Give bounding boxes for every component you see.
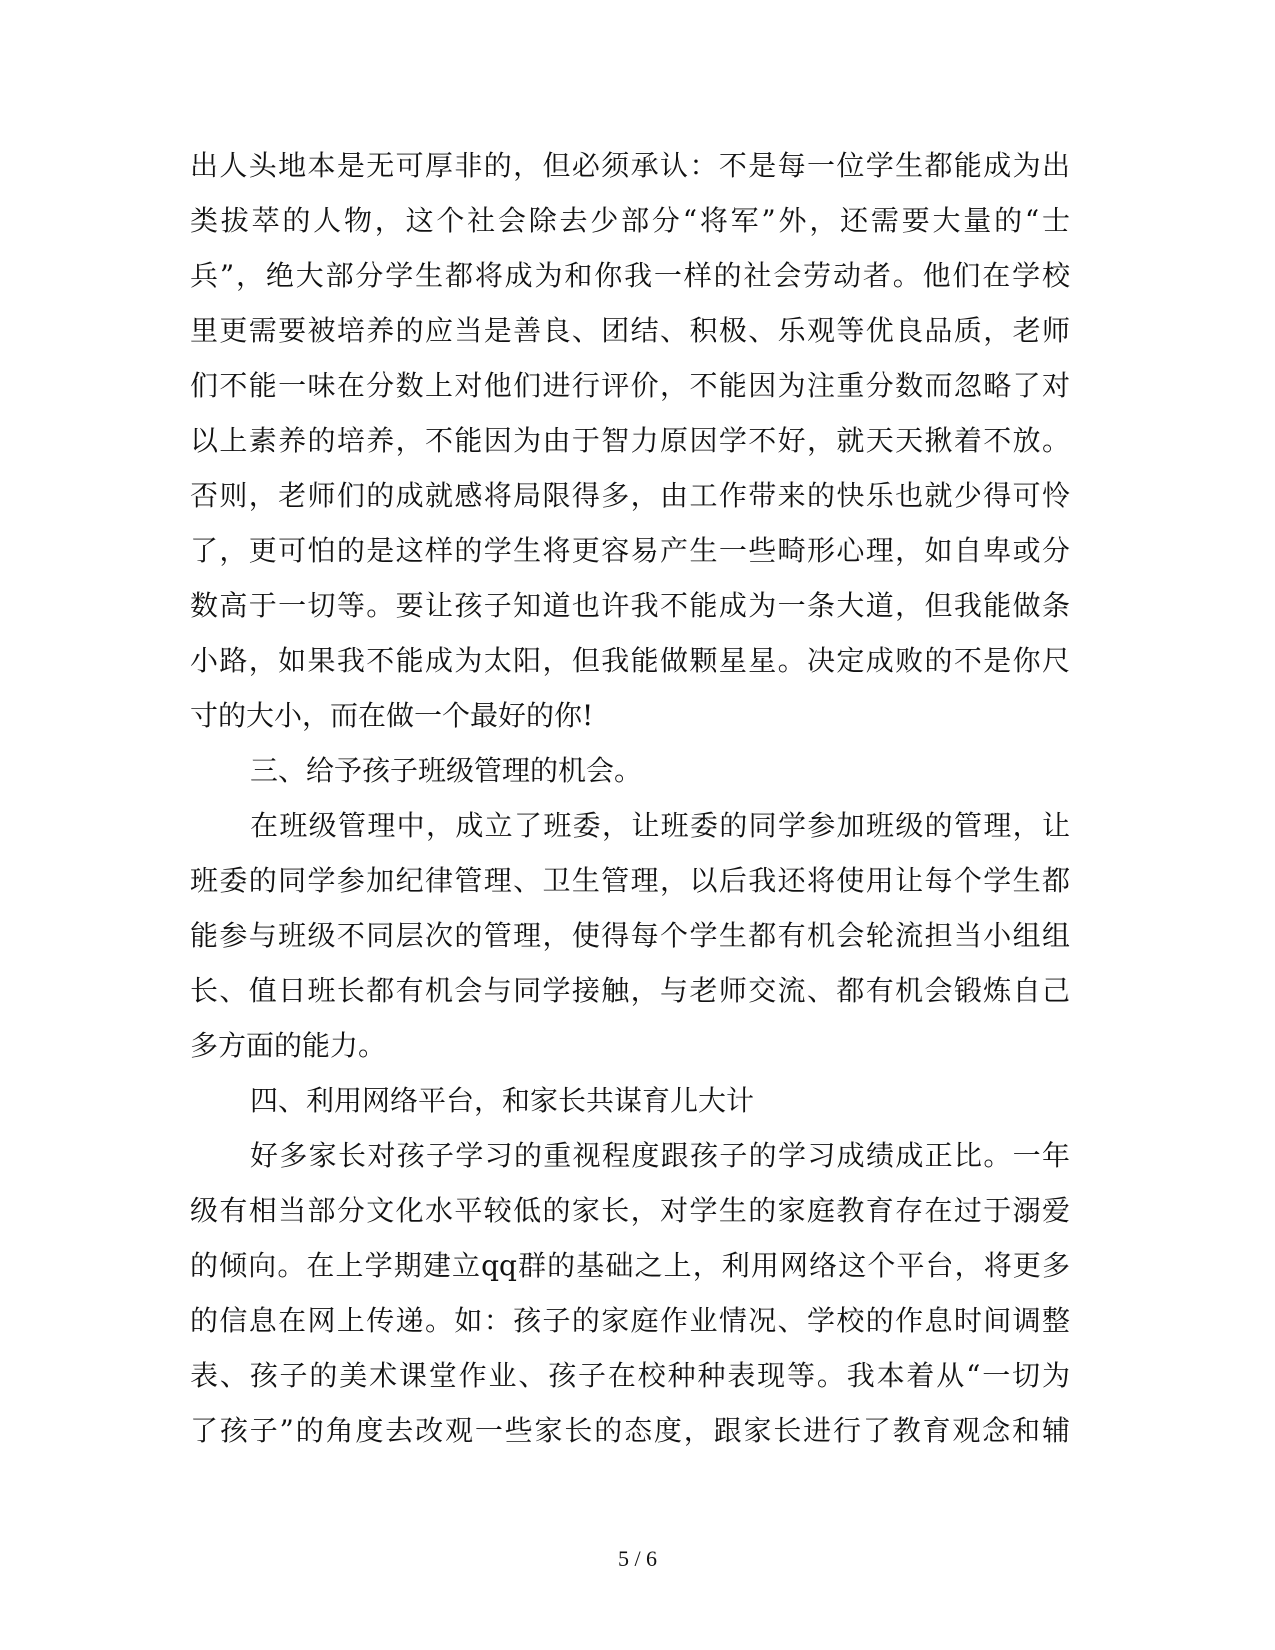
paragraph-line: 了孩子”的角度去改观一些家长的态度，跟家长进行了教育观念和辅 xyxy=(190,1414,1070,1447)
paragraph-line: 好多家长对孩子学习的重视程度跟孩子的学习成绩成正比。一年 xyxy=(250,1139,1070,1172)
paragraph-line: 的信息在网上传递。如：孩子的家庭作业情况、学校的作息时间调整 xyxy=(190,1304,1070,1337)
paragraph-line: 寸的大小，而在做一个最好的你! xyxy=(190,699,594,732)
paragraph-line: 类拔萃的人物，这个社会除去少部分“将军”外，还需要大量的“士 xyxy=(190,204,1070,237)
paragraph-line: 长、值日班长都有机会与同学接触，与老师交流、都有机会锻炼自己 xyxy=(190,974,1070,1007)
section-heading: 四、利用网络平台，和家长共谋育儿大计 xyxy=(250,1084,755,1117)
paragraph-line: 以上素养的培养，不能因为由于智力原因学不好，就天天揪着不放。 xyxy=(190,424,1070,457)
paragraph-line: 出人头地本是无可厚非的，但必须承认：不是每一位学生都能成为出 xyxy=(190,149,1070,182)
paragraph-line: 在班级管理中，成立了班委，让班委的同学参加班级的管理，让 xyxy=(250,809,1070,842)
paragraph-line: 们不能一味在分数上对他们进行评价，不能因为注重分数而忽略了对 xyxy=(190,369,1070,402)
section-heading: 三、给予孩子班级管理的机会。 xyxy=(250,754,643,787)
paragraph-line: 多方面的能力。 xyxy=(190,1029,387,1062)
page-number: 5 / 6 xyxy=(617,1546,658,1571)
paragraph-line: 表、孩子的美术课堂作业、孩子在校种种表现等。我本着从“一切为 xyxy=(190,1359,1070,1392)
paragraph-line: 里更需要被培养的应当是善良、团结、积极、乐观等优良品质，老师 xyxy=(190,314,1070,347)
paragraph-line: 了，更可怕的是这样的学生将更容易产生一些畸形心理，如自卑或分 xyxy=(190,534,1070,567)
paragraph-line: 班委的同学参加纪律管理、卫生管理，以后我还将使用让每个学生都 xyxy=(190,864,1070,897)
paragraph-line: 的倾向。在上学期建立qq群的基础之上，利用网络这个平台，将更多 xyxy=(190,1249,1070,1282)
paragraph-line: 兵”，绝大部分学生都将成为和你我一样的社会劳动者。他们在学校 xyxy=(190,259,1070,292)
paragraph-line: 能参与班级不同层次的管理，使得每个学生都有机会轮流担当小组组 xyxy=(190,919,1070,952)
paragraph-line: 否则，老师们的成就感将局限得多，由工作带来的快乐也就少得可怜 xyxy=(190,479,1070,512)
paragraph-line: 小路，如果我不能成为太阳，但我能做颗星星。决定成败的不是你尺 xyxy=(190,644,1070,677)
paragraph-line: 级有相当部分文化水平较低的家长，对学生的家庭教育存在过于溺爱 xyxy=(190,1194,1070,1227)
paragraph-line: 数高于一切等。要让孩子知道也许我不能成为一条大道，但我能做条 xyxy=(190,589,1070,622)
